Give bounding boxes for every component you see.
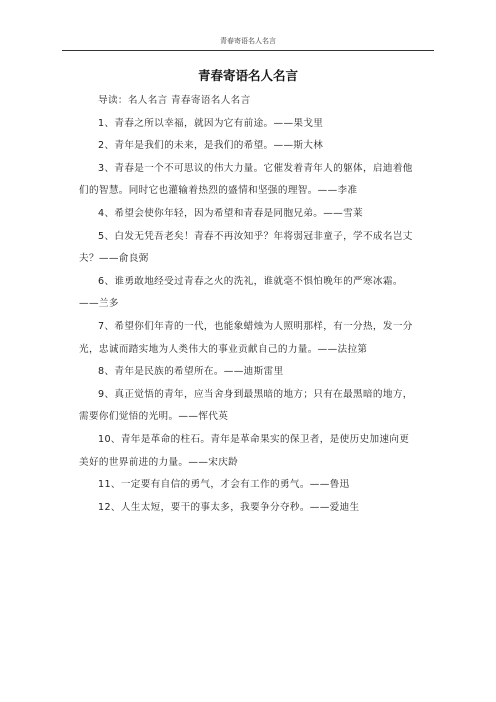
header-divider (62, 50, 434, 51)
quote-text: 11、一定要有自信的勇气，才会有工作的勇气。——鲁迅 (98, 479, 350, 491)
quote-paragraph (79, 384, 419, 429)
running-header: 青春寄语名人名言 (220, 37, 276, 45)
quote-paragraph (79, 497, 419, 520)
quote-paragraph (79, 226, 419, 271)
quote-text: 8、青年是民族的希望所在。——迪斯雷里 (98, 366, 284, 378)
quote-text: 12、人生太短，要干的事太多，我要争分夺秒。——爱迪生 (98, 501, 360, 513)
quote-text: 7、希望你们年青的一代，也能象蜡烛为人照明那样，有一分热，发一分光，忠诚而踏实地为人类伟大的事业贡献自己的力量。——法拉第 (79, 320, 413, 355)
quote-paragraph (79, 361, 419, 384)
quote-text: 3、青春是一个不可思议的伟大力量。它催发着青年人的躯体，启迪着他们的智慧。同时它也灌输着热烈的盛情和坚强的理智。——李准 (79, 162, 413, 197)
quote-paragraph (79, 429, 419, 474)
quote-paragraph (79, 474, 419, 497)
quote-text: 1、青春之所以幸福，就因为它有前途。——果戈里 (98, 117, 324, 129)
intro-text: 导读：名人名言 青春寄语名人名言 (98, 95, 251, 106)
quote-text: 4、希望会使你年轻，因为希望和青春是同胞兄弟。——雪莱 (98, 207, 363, 219)
quote-text: 5、白发无凭吾老矣！青春不再汝知乎？年将弱冠非童子，学不成名岂丈夫？——俞良弼 (79, 230, 413, 265)
quote-text: 2、青年是我们的未来，是我们的希望。——斯大林 (98, 140, 324, 152)
quote-paragraph (79, 135, 419, 158)
intro-paragraph (79, 90, 419, 113)
quote-text: 6、谁勇敢地经受过青春之火的洗礼，谁就毫不惧怕晚年的严寒冰霜。——兰多 (79, 275, 403, 310)
quote-paragraph (79, 113, 419, 136)
quote-text: 9、真正觉悟的青年，应当舍身到最黑暗的地方；只有在最黑暗的地方，需要你们觉悟的光明。——恽代英 (79, 388, 413, 423)
quote-paragraph (79, 271, 419, 316)
document-body (79, 90, 419, 519)
quote-paragraph (79, 203, 419, 226)
quote-paragraph (79, 316, 419, 361)
document-title: 青春寄语名人名言 (197, 68, 298, 83)
quote-paragraph (79, 158, 419, 203)
quote-text: 10、青年是革命的柱石。青年是革命果实的保卫者，是使历史加速向更美好的世界前进的力量。——宋庆龄 (79, 433, 410, 468)
